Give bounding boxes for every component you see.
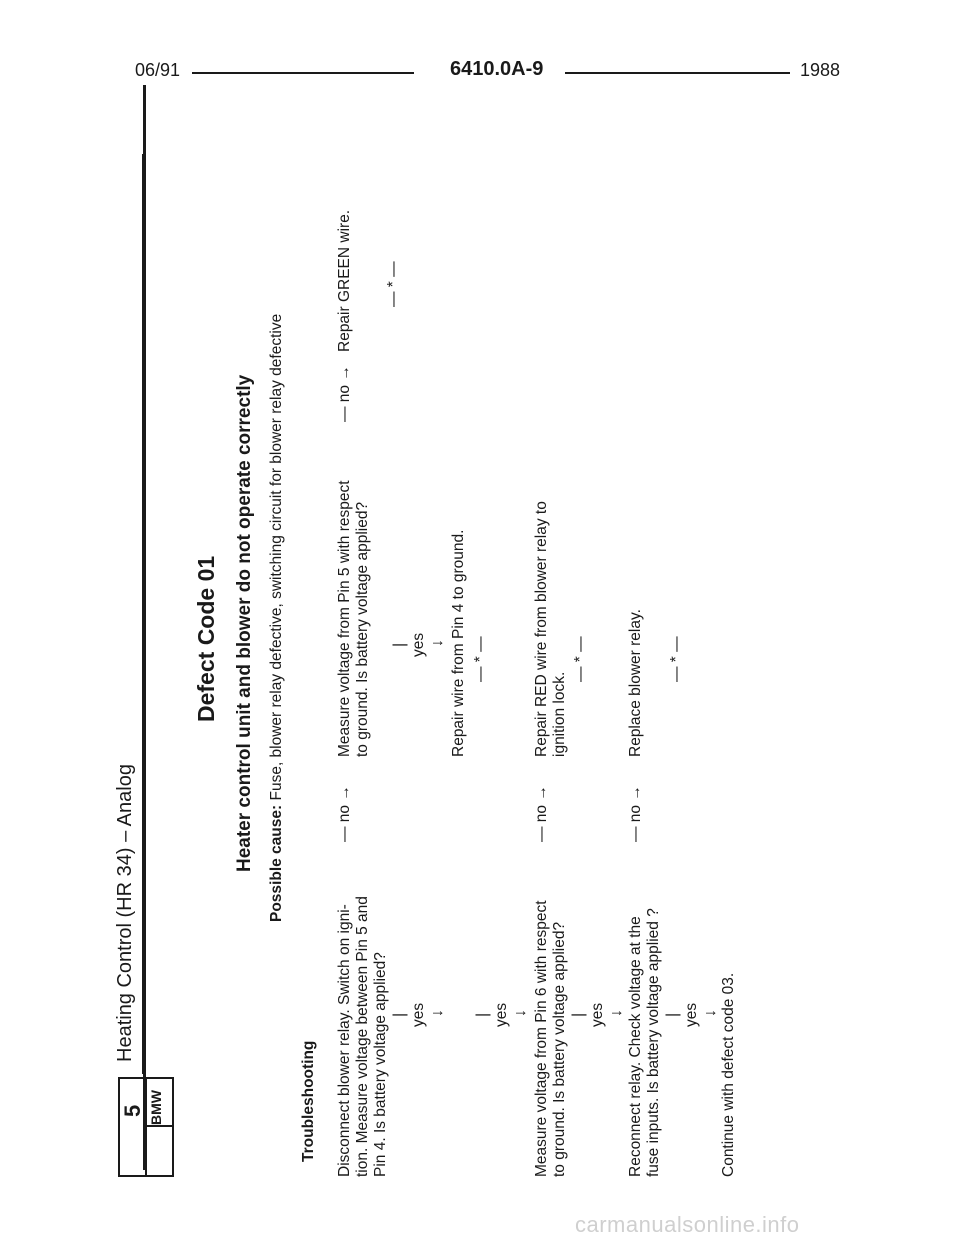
step1-line3: Pin 4. Is battery voltage applied? <box>372 952 389 1177</box>
troubleshooting-heading: Troubleshooting <box>300 1040 317 1162</box>
step2-no-result: Repair GREEN wire. <box>336 209 353 352</box>
step3-no-arrow: — no → <box>533 785 550 842</box>
connector-bar: | <box>664 1012 681 1017</box>
end-marker-1: — * — <box>385 261 402 307</box>
step5-text: Continue with defect code 03. <box>720 972 737 1177</box>
possible-cause: Possible cause: Fuse, blower relay defective, switching circuit for blower relay defective <box>268 313 285 922</box>
step2-line1: Measure voltage from Pin 5 with respect <box>336 480 353 757</box>
step3-no-result-line1: Repair RED wire from blower relay to <box>533 501 550 757</box>
step4-yes: yes <box>683 1002 700 1027</box>
connector-bar: | <box>474 1012 491 1017</box>
step2-yes-result: Repair wire from Pin 4 to ground. <box>450 529 467 757</box>
title-rule <box>142 154 144 1074</box>
step1-line1: Disconnect blower relay. Switch on igni- <box>336 904 353 1177</box>
step3-line1: Measure voltage from Pin 6 with respect <box>533 900 550 1177</box>
connector-bar: | <box>391 642 408 647</box>
step1-yes: yes <box>410 1002 427 1027</box>
down-arrow: ↓ <box>429 639 446 647</box>
down-arrow: ↓ <box>702 1009 719 1017</box>
header-code: 6410.0A-9 <box>450 58 544 80</box>
step4-line1: Reconnect relay. Check voltage at the <box>627 916 644 1177</box>
step2-yes: yes <box>410 632 427 657</box>
bmw-label: BMW <box>148 1090 164 1125</box>
section-heading: Heater control unit and blower do not operate correctly <box>234 374 255 872</box>
step1-yes2: yes <box>493 1002 510 1027</box>
step4-no-arrow: — no → <box>627 785 644 842</box>
header-year: 1988 <box>800 60 841 80</box>
connector-bar: | <box>391 1012 408 1017</box>
down-arrow: ↓ <box>429 1009 446 1017</box>
watermark: carmanualsonline.info <box>575 1212 800 1237</box>
step4-no-result: Replace blower relay. <box>627 609 644 757</box>
header-date: 06/91 <box>135 60 181 80</box>
end-marker-2: — * — <box>472 636 489 682</box>
down-arrow: ↓ <box>608 1009 625 1017</box>
step3-yes: yes <box>589 1002 606 1027</box>
step1-line2: tion. Measure voltage between Pin 5 and <box>354 896 371 1177</box>
step2-line2: to ground. Is battery voltage applied? <box>354 501 371 757</box>
bmw-5-badge <box>118 1077 174 1177</box>
defect-title: Defect Code 01 <box>193 555 219 722</box>
connector-bar: | <box>570 1012 587 1017</box>
step4-line2: fuse inputs. Is battery voltage applied ? <box>645 908 662 1177</box>
end-marker-3: — * — <box>572 636 589 682</box>
step1-no-arrow: — no → <box>336 785 353 842</box>
step3-no-result-line2: ignition lock. <box>551 671 568 757</box>
step2-no-arrow: — no → <box>336 365 353 422</box>
step3-line2: to ground. Is battery voltage applied? <box>551 921 568 1177</box>
series-label: 5 <box>120 1104 145 1117</box>
down-arrow: ↓ <box>512 1009 529 1017</box>
section-title: Heating Control (HR 34) – Analog <box>114 764 136 1062</box>
end-marker-4: — * — <box>668 636 685 682</box>
